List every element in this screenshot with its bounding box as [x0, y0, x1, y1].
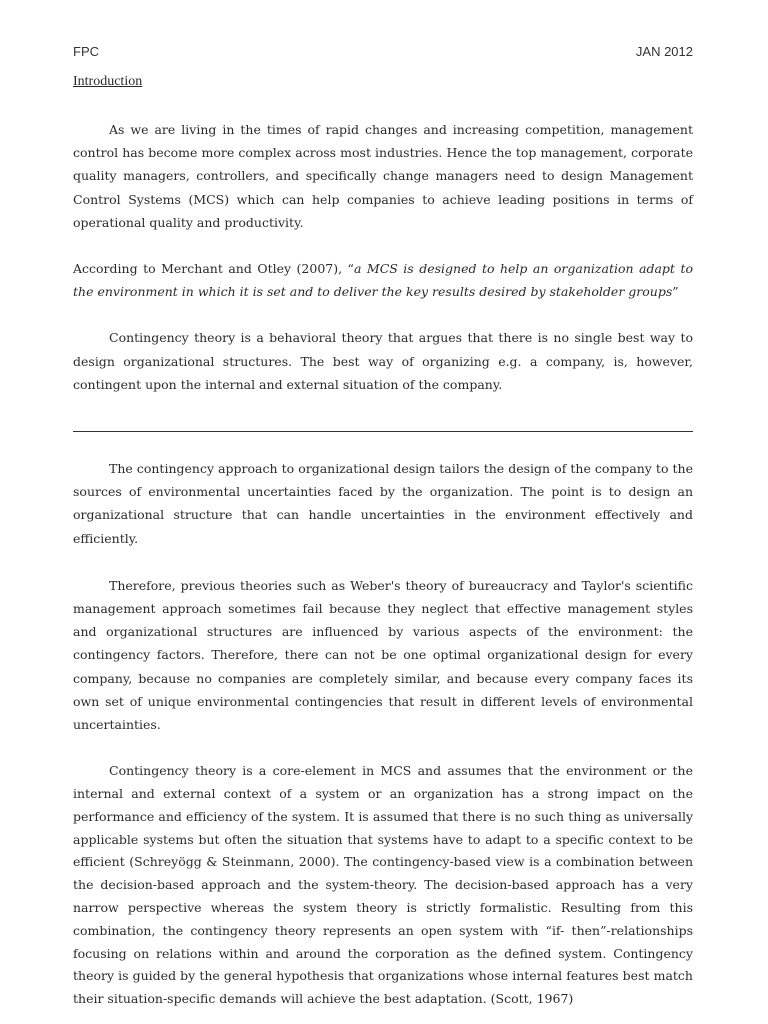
paragraph-4: The contingency approach to organizational design tailors the design of the company to the sources of environmental uncertainties faced by the organization. The point is to design an organizational structure that can handle uncertainties in the environment effectively and efficiently. — [73, 461, 693, 546]
page-header — [73, 44, 693, 64]
paragraph-5: Therefore, previous theories such as Weber's theory of bureaucracy and Taylor's scientific management approach sometimes fail because they neglect that effective management styles and organizational structures are influenced by various aspects of the environment: the contingency factors. Therefore, there can not be one optimal organizational design for every company, because no companies are completely similar, and because every company faces its own set of unique environmental contingencies that result in different levels of environmental uncertainties. — [73, 577, 693, 733]
header-date: JAN 2012 — [635, 44, 693, 59]
paragraph-1: As we are living in the times of rapid changes and increasing competition, management control has become more complex across most industries. Hence the top management, corporate quality managers, controllers, and specifically change managers need to design Management Control Systems (MCS) which can help companies to achieve leading positions in terms of operational quality and productivity. — [73, 122, 693, 230]
quote-close: ” — [672, 284, 679, 300]
paragraph-2-quote — [73, 257, 693, 303]
document-body — [73, 72, 693, 1011]
paragraph-3: Contingency theory is a behavioral theory that argues that there is no single best way to design organizational structures. The best way of organizing e.g. a company, is, however, contingent upon the internal and external situation of the company. — [73, 330, 693, 392]
horizontal-divider — [73, 431, 693, 432]
quote-text: a MCS is designed to help an organization adapt to the environment in which it is set and to deliver the key results desired by stakeholder groups — [73, 261, 693, 300]
paragraph-6: Contingency theory is a core-element in MCS and assumes that the environment or the internal and external context of a system or an organization has a strong impact on the performance and efficiency of the system. It is assumed that there is no such thing as universally applicable systems but often the situation that systems have to adapt to a specific context to be efficient (Schreyögg & Steinmann, 2000). The contingency-based view is a combination between the decision-based approach and the system-theory. The decision-based approach has a very narrow perspective whereas the system theory is strictly formalistic. Resulting from this combination, the contingency theory represents an open system with “if- then”-relationships focusing on relations within and around the corporation as the defined system. Contingency theory is guided by the general hypothesis that organizations whose internal features best match their situation-specific demands will achieve the best adaptation. (Scott, 1967) — [73, 763, 693, 1007]
quote-lead-in: According to Merchant and Otley (2007), “ — [73, 261, 354, 277]
section-heading: Introduction — [73, 74, 143, 89]
header-left-text: FPC — [73, 44, 99, 59]
